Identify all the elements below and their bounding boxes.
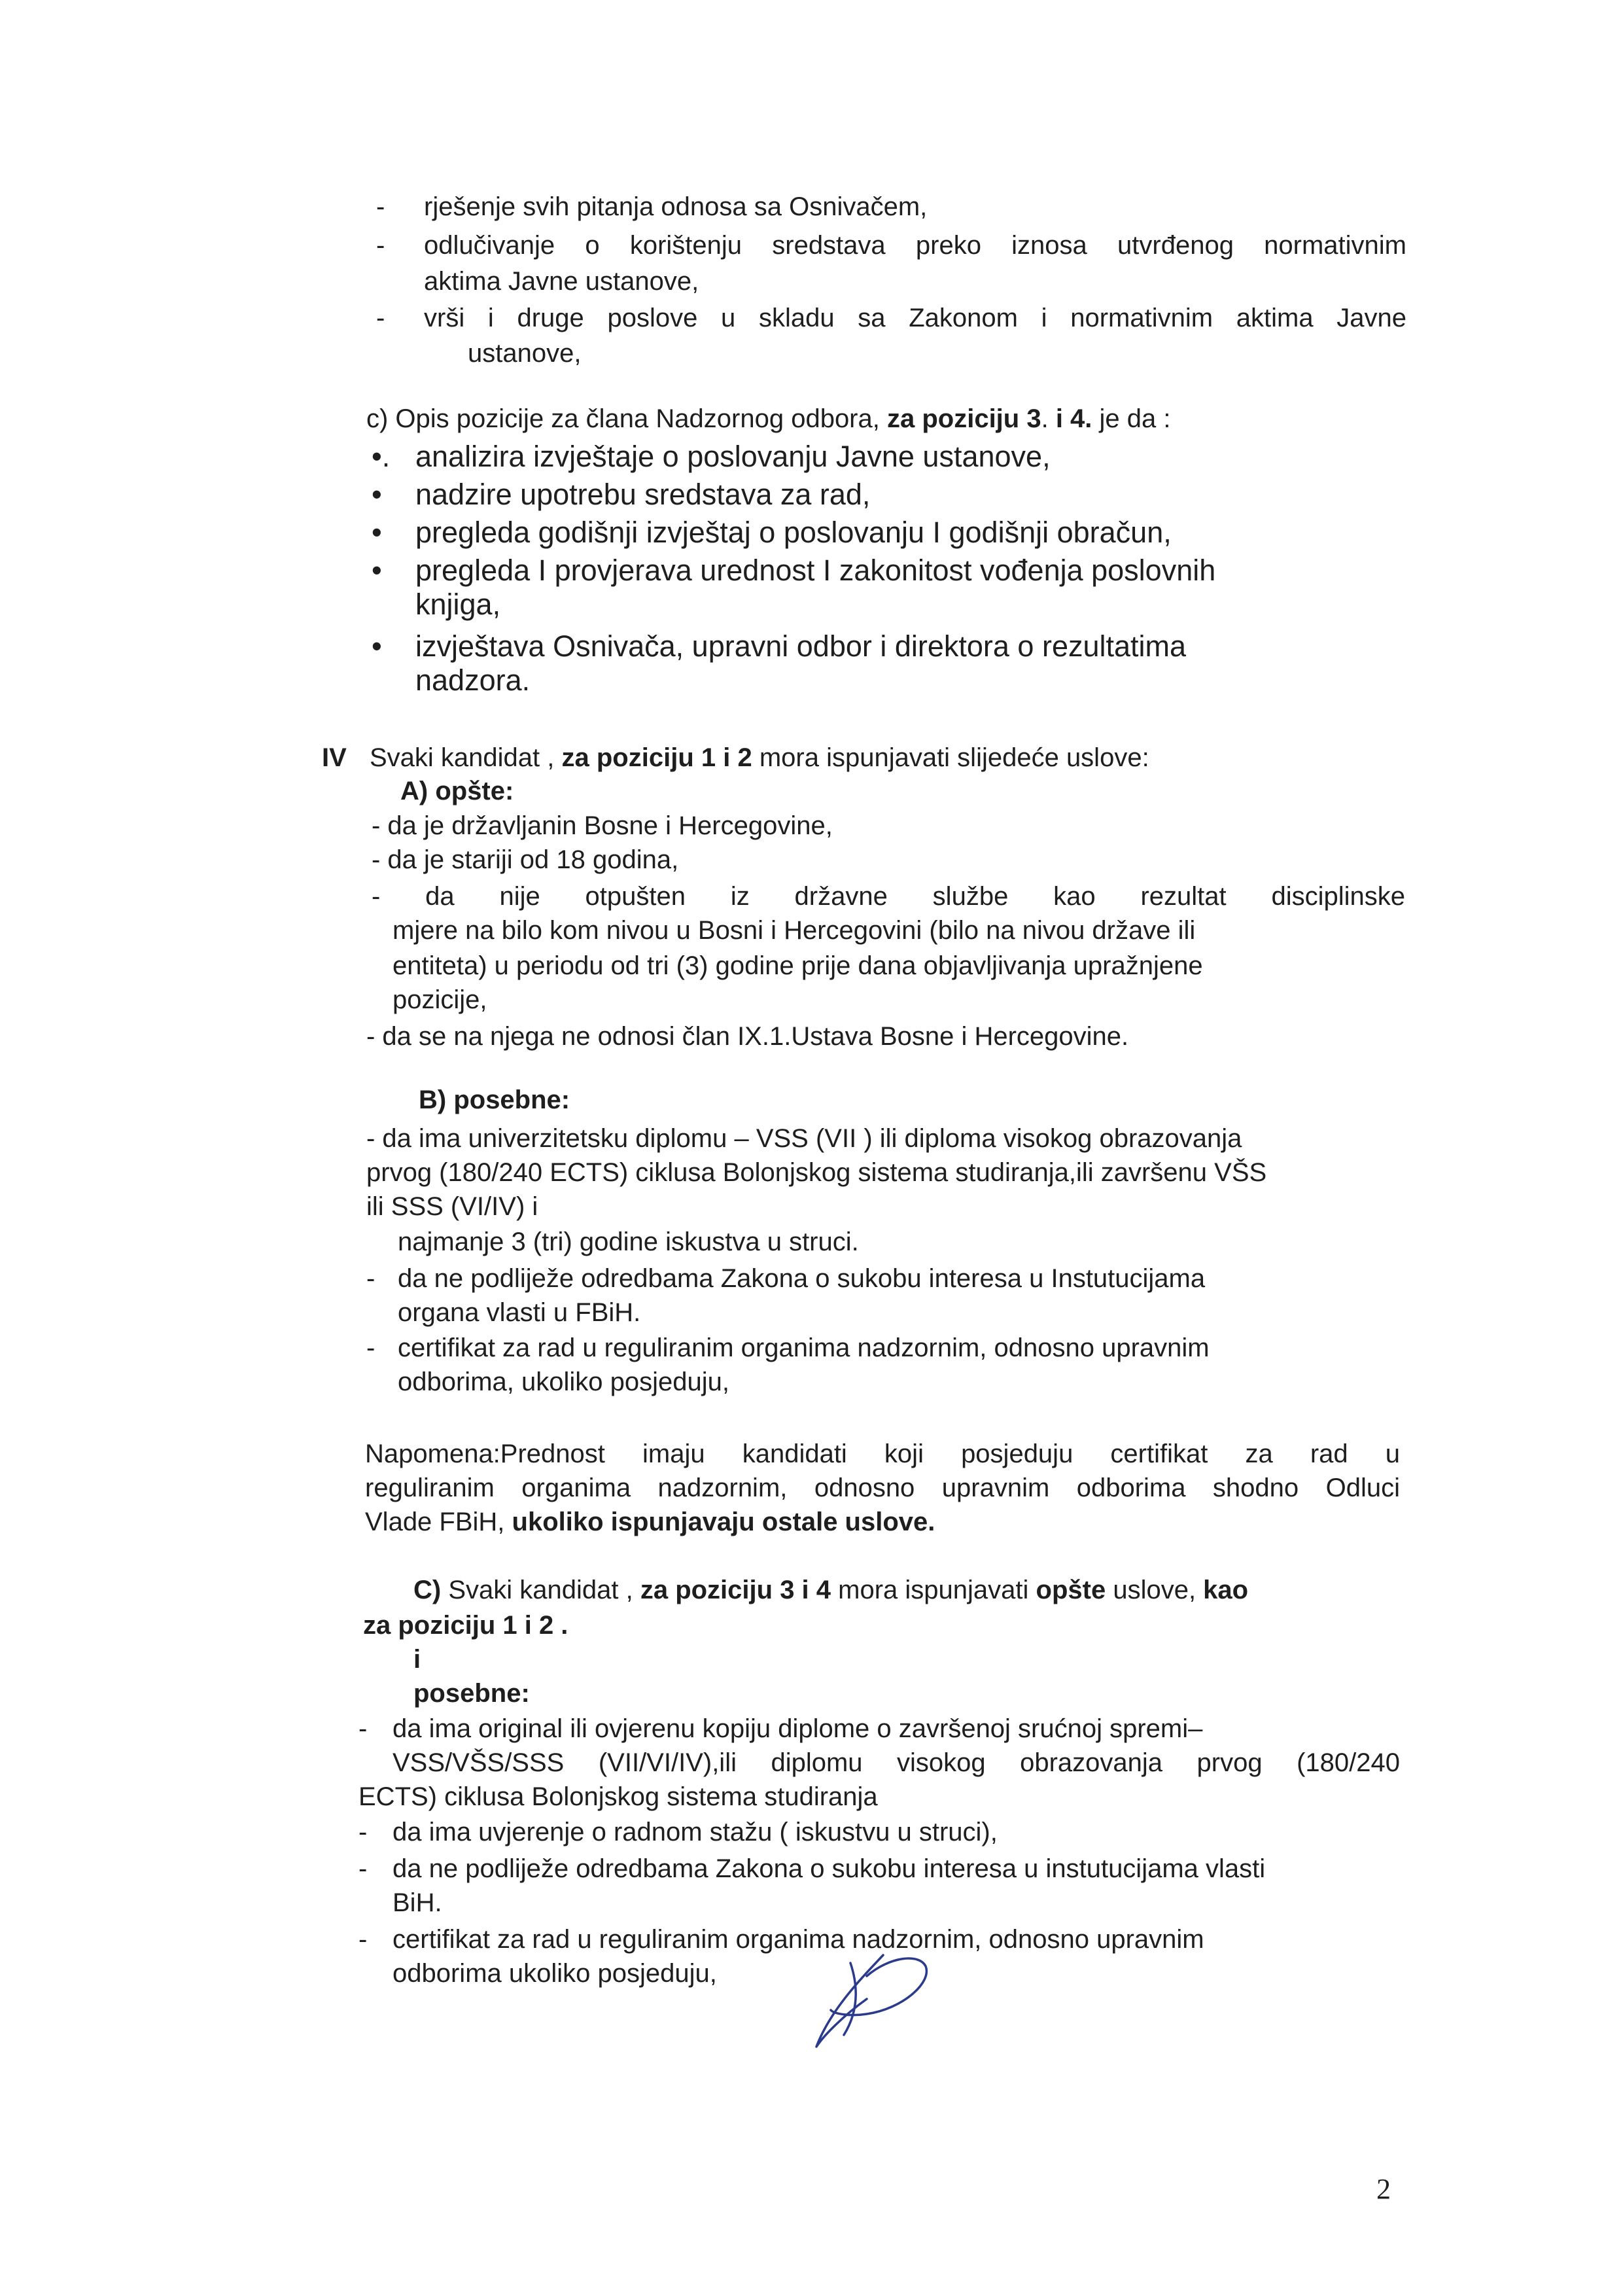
list-item-1: rješenje svih pitanja odnosa sa Osnivačem, xyxy=(424,192,928,221)
list-item-3-line1: vrši i druge poslove u skladu sa Zakonom i normativnim aktima Javne xyxy=(424,304,1406,332)
list-item-c3-line2: BiH. xyxy=(393,1888,442,1917)
section-c2-subheading: posebne: xyxy=(413,1679,530,1708)
bullet: • xyxy=(372,629,382,663)
list-item-b3-line1: certifikat za rad u reguliranim organima nadzornim, odnosno upravnim xyxy=(398,1333,1210,1362)
bullet: •. xyxy=(372,440,391,473)
list-item-c1-line3: ECTS) ciklusa Bolonjskog sistema studiranja xyxy=(358,1782,878,1811)
dash: - xyxy=(358,1714,368,1743)
bullet: • xyxy=(372,478,382,511)
section-c-heading: c) Opis pozicije za člana Nadzornog odbora, za poziciju 3. i 4. je da : xyxy=(366,404,1171,433)
section-c2-line1: C) Svaki kandidat , za poziciju 3 i 4 mora ispunjavati opšte uslove, kao xyxy=(413,1576,1249,1604)
bullet-item-3: pregleda godišnji izvještaj o poslovanju I godišnji obračun, xyxy=(415,516,1172,549)
dash: - xyxy=(376,304,385,332)
list-item-c1-line1: da ima original ili ovjerenu kopiju diplome o završenoj srućnoj spremi– xyxy=(393,1714,1203,1743)
section-iv-intro: Svaki kandidat , za poziciju 1 i 2 mora ispunjavati slijedeće uslove: xyxy=(370,743,1149,772)
section-c2-conjunction: i xyxy=(413,1645,421,1674)
subheading-b: B) posebne: xyxy=(419,1086,570,1114)
section-iv-numeral: IV xyxy=(322,743,347,772)
dash: - xyxy=(358,1854,368,1883)
bullet-item-4-line1: pregleda I provjerava urednost I zakonitost vođenja poslovnih xyxy=(415,554,1216,587)
list-item-b2-line1: da ne podliježe odredbama Zakona o sukobu interesa u Instutucijama xyxy=(398,1264,1206,1293)
bullet: • xyxy=(372,516,382,549)
note-line3: Vlade FBiH, ukoliko ispunjavaju ostale uslove. xyxy=(365,1508,935,1536)
dash: - xyxy=(366,1264,375,1293)
list-item-a3-line2: mjere na bilo kom nivou u Bosni i Hercegovini (bilo na nivou države ili xyxy=(393,916,1196,945)
dash: - xyxy=(376,192,385,221)
list-item-c3-line1: da ne podliježe odredbama Zakona o sukobu interesa u instutucijama vlasti xyxy=(393,1854,1266,1883)
bullet-item-5-line1: izvještava Osnivača, upravni odbor i direktora o rezultatima xyxy=(415,629,1187,663)
bullet: • xyxy=(372,554,382,587)
note-line2: reguliranim organima nadzornim, odnosno upravnim odborima shodno Odluci xyxy=(365,1474,1400,1502)
bullet-item-1: analizira izvještaje o poslovanju Javne ustanove, xyxy=(415,440,1051,473)
list-item-c1-line2: VSS/VŠS/SSS (VII/VI/IV),ili diplomu visokog obrazovanja prvog (180/240 xyxy=(393,1748,1400,1777)
list-item-a3-line4: pozicije, xyxy=(393,985,487,1014)
list-item-b1-line2: prvog (180/240 ECTS) ciklusa Bolonjskog sistema studiranja,ili završenu VŠS xyxy=(366,1158,1267,1187)
list-item-b3-line2: odborima, ukoliko posjeduju, xyxy=(398,1368,729,1396)
list-item-2-line1: odlučivanje o korištenju sredstava preko iznosa utvrđenog normativnim xyxy=(424,231,1406,260)
list-item-a3-line1: - da nije otpušten iz državne službe kao rezultat disciplinske xyxy=(372,882,1405,911)
list-item-a2: - da je stariji od 18 godina, xyxy=(372,845,679,874)
section-c2-line2: za poziciju 1 i 2 . xyxy=(363,1611,568,1640)
bullet-item-5-line2: nadzora. xyxy=(415,663,531,697)
list-item-c4-line2: odborima ukoliko posjeduju, xyxy=(393,1959,717,1988)
bullet-item-2: nadzire upotrebu sredstava za rad, xyxy=(415,478,871,511)
bullet-item-4-line2: knjiga, xyxy=(415,588,501,621)
list-item-b1-line1: - da ima univerzitetsku diplomu – VSS (VII ) ili diploma visokog obrazovanja xyxy=(366,1124,1242,1153)
list-item-b1-line3: ili SSS (VI/IV) i xyxy=(366,1192,538,1221)
list-item-a1: - da je državljanin Bosne i Hercegovine, xyxy=(372,811,833,840)
list-item-c2: da ima uvjerenje o radnom stažu ( iskustvu u struci), xyxy=(393,1818,998,1846)
list-item-b1-line4: najmanje 3 (tri) godine iskustva u struci. xyxy=(398,1227,859,1256)
dash: - xyxy=(376,231,385,260)
dash: - xyxy=(358,1818,368,1846)
note-line1: Napomena:Prednost imaju kandidati koji posjeduju certifikat za rad u xyxy=(365,1439,1400,1468)
page-number: 2 xyxy=(1376,2173,1391,2205)
list-item-a4: - da se na njega ne odnosi član IX.1.Ustava Bosne i Hercegovine. xyxy=(366,1022,1129,1051)
signature xyxy=(805,1937,935,2055)
dash: - xyxy=(366,1333,375,1362)
list-item-3-line2: ustanove, xyxy=(468,339,582,368)
list-item-2-line2: aktima Javne ustanove, xyxy=(424,267,699,296)
list-item-b2-line2: organa vlasti u FBiH. xyxy=(398,1298,641,1327)
list-item-c4-line1: certifikat za rad u reguliranim organima nadzornim, odnosno upravnim xyxy=(393,1925,1204,1954)
dash: - xyxy=(358,1925,368,1954)
list-item-a3-line3: entiteta) u periodu od tri (3) godine prije dana objavljivanja upražnjene xyxy=(393,951,1203,980)
subheading-a: A) opšte: xyxy=(400,777,514,805)
